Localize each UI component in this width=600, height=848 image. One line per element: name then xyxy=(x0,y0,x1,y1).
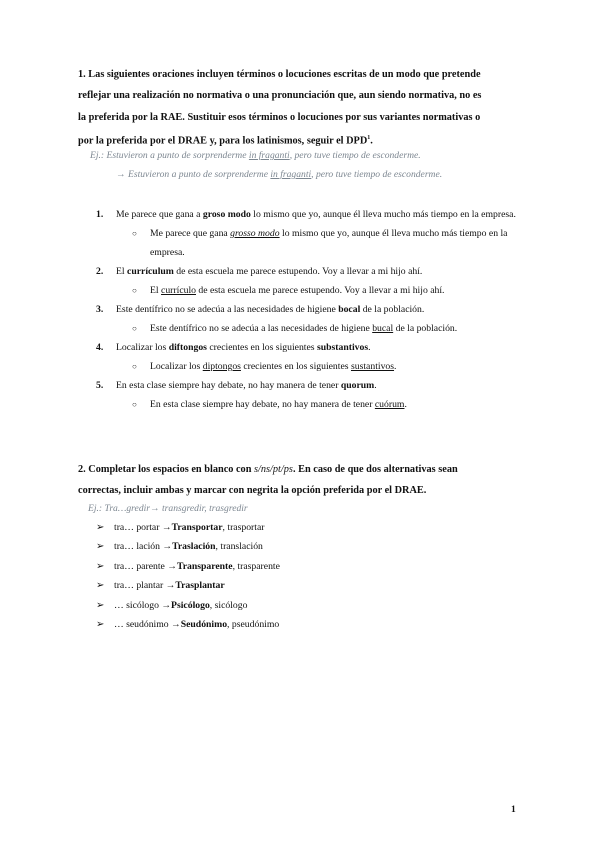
list-item xyxy=(96,262,526,281)
bullet-prefix: … sicólogo → xyxy=(114,599,172,611)
item-text: Localizar los xyxy=(116,342,169,353)
bullet-suffix: , trasparente xyxy=(232,560,280,572)
section2-title xyxy=(78,459,520,502)
answer-text: Este dentífrico no se adecúa a las necesidades de higiene xyxy=(150,323,373,334)
item-term: substantivos xyxy=(316,342,369,353)
circle-bullet-icon: ○ xyxy=(132,286,137,295)
item-text: Me parece que gana a xyxy=(116,209,203,220)
arrow-bullet-icon: ➢ xyxy=(96,560,105,572)
section2-title-line1 xyxy=(78,459,520,480)
example-b3: , pero tuve tiempo de esconderme. xyxy=(311,169,443,180)
example-b1: → Estuvieron a punto de sorprenderme xyxy=(116,169,271,180)
item-text: En esta clase siempre hay debate, no hay manera de tener xyxy=(116,380,341,391)
item-number: 3. xyxy=(96,304,104,315)
answer-term: bucal xyxy=(372,323,394,334)
item-text: . xyxy=(374,380,377,391)
answer-text: Me parece que gana xyxy=(150,228,231,239)
example-a3: , pero tuve tiempo de esconderme. xyxy=(289,150,421,161)
circle-bullet-icon: ○ xyxy=(132,324,137,333)
section1-example-line2 xyxy=(116,169,442,180)
section2-list xyxy=(96,518,280,634)
section2-title-b: . En caso de que dos alternativas sean xyxy=(292,464,458,475)
section1-title-line1: 1. Las siguientes oraciones incluyen términos o locuciones escritas de un modo que pretende xyxy=(78,69,481,80)
bullet-answer: Transportar xyxy=(171,522,223,533)
answer-text: de la población. xyxy=(393,323,458,334)
answer-text: El xyxy=(150,285,162,296)
example-b2: in fraganti xyxy=(270,169,312,180)
item-number: 5. xyxy=(96,380,104,391)
answer-item xyxy=(96,281,526,300)
bullet-suffix: , trasportar xyxy=(222,522,265,533)
section1-title-end: . xyxy=(370,135,373,147)
bullet-answer: Psicólogo xyxy=(171,599,210,611)
item-text: Este dentífrico no se adecúa a las necesidades de higiene xyxy=(116,304,339,315)
section1-title-line4 xyxy=(78,128,520,152)
bullet-suffix: , sicólogo xyxy=(209,599,248,611)
item-text: lo mismo que yo, aunque él lleva mucho más tiempo en la empresa. xyxy=(250,209,516,220)
example-a1: Ej.: Estuvieron a punto de sorprenderme xyxy=(90,150,249,161)
arrow-bullet-icon: ➢ xyxy=(96,580,105,592)
list-item xyxy=(96,300,526,319)
answer-item xyxy=(96,319,526,338)
item-text: El xyxy=(116,266,128,277)
section2-title-italic: s/ns/pt/ps xyxy=(254,464,293,475)
circle-bullet-icon: ○ xyxy=(132,400,137,409)
section2-title-line2: correctas, incluir ambas y marcar con negrita la opción preferida por el DRAE. xyxy=(78,485,427,497)
bullet-answer: Trasplantar xyxy=(175,580,225,592)
item-term: diftongos xyxy=(168,342,207,353)
circle-bullet-icon: ○ xyxy=(132,362,137,371)
answer-term: diptongos xyxy=(202,361,241,372)
section2-example: Ej.: Tra…gredir→ transgredir, trasgredir xyxy=(88,503,248,514)
answer-text: crecientes en los siguientes xyxy=(240,361,351,372)
section1-title-line2: reflejar una realización no normativa o una pronunciación que, aun siendo normativa, no es xyxy=(78,90,482,102)
answer-text: de esta escuela me parece estupendo. Voy a llevar a mi hijo ahí. xyxy=(196,285,445,296)
item-number: 2. xyxy=(96,266,104,277)
item-term: quorum xyxy=(340,380,375,391)
answer-text: lo mismo que yo, aunque él lleva mucho más tiempo en la empresa. xyxy=(150,228,508,258)
arrow-bullet-icon: ➢ xyxy=(96,522,105,533)
section1-example-line1 xyxy=(90,150,421,161)
bullet-prefix: tra… parente → xyxy=(114,560,177,572)
answer-term: grosso modo xyxy=(230,228,280,239)
answer-term: currículo xyxy=(161,285,196,296)
section1-title-line4-text: por la preferida por el DRAE y, para los latinismos, seguir el DPD xyxy=(78,135,368,147)
bullet-answer: Traslación xyxy=(172,541,216,553)
list-item xyxy=(96,557,280,576)
list-item xyxy=(96,596,280,615)
item-term: bocal xyxy=(338,304,361,315)
answer-term: sustantivos xyxy=(350,361,395,372)
section1-title xyxy=(78,64,520,152)
answer-text: . xyxy=(394,361,397,372)
bullet-suffix: , translación xyxy=(215,541,263,553)
answer-term: cuórum xyxy=(374,399,405,410)
circle-bullet-icon: ○ xyxy=(132,229,137,238)
list-item xyxy=(96,576,280,595)
bullet-suffix: , pseudónimo xyxy=(227,619,280,631)
arrow-bullet-icon: ➢ xyxy=(96,599,105,611)
item-text: de la población. xyxy=(360,304,425,315)
example-a2: in fraganti xyxy=(248,150,290,161)
list-item xyxy=(96,518,280,537)
bullet-prefix: tra… plantar → xyxy=(114,580,176,592)
item-text: crecientes en los siguientes xyxy=(206,342,317,353)
answer-text: Localizar los xyxy=(150,361,203,372)
arrow-bullet-icon: ➢ xyxy=(96,541,105,553)
bullet-answer: Transparente xyxy=(176,560,233,572)
section1-title-line3: la preferida por la RAE. Sustituir esos términos o locuciones por sus variantes normativas o xyxy=(78,111,481,123)
arrow-bullet-icon: ➢ xyxy=(96,619,105,631)
list-item xyxy=(96,537,280,556)
item-text: de esta escuela me parece estupendo. Voy a llevar a mi hijo ahí. xyxy=(173,266,423,277)
page-number: 1 xyxy=(511,805,516,815)
answer-item xyxy=(96,224,526,262)
item-term: currículum xyxy=(127,266,174,277)
answer-item xyxy=(96,395,526,414)
answer-text: En esta clase siempre hay debate, no hay manera de tener xyxy=(150,399,375,410)
item-number: 1. xyxy=(96,209,104,220)
answer-item xyxy=(96,357,526,376)
bullet-answer: Seudónimo xyxy=(180,619,228,631)
answer-text: . xyxy=(404,399,407,410)
bullet-prefix: tra… portar → xyxy=(114,522,172,533)
footnote-ref[interactable]: 1 xyxy=(367,134,371,141)
list-item xyxy=(96,205,526,224)
list-item xyxy=(96,376,526,395)
bullet-prefix: tra… lación → xyxy=(114,541,173,553)
item-text: . xyxy=(368,342,371,353)
section1-list xyxy=(96,205,526,414)
section2-title-a: 2. Completar los espacios en blanco con xyxy=(78,464,255,475)
item-number: 4. xyxy=(96,342,104,353)
bullet-prefix: … seudónimo → xyxy=(114,619,181,631)
item-term: groso modo xyxy=(202,209,251,220)
list-item xyxy=(96,615,280,634)
list-item xyxy=(96,338,526,357)
